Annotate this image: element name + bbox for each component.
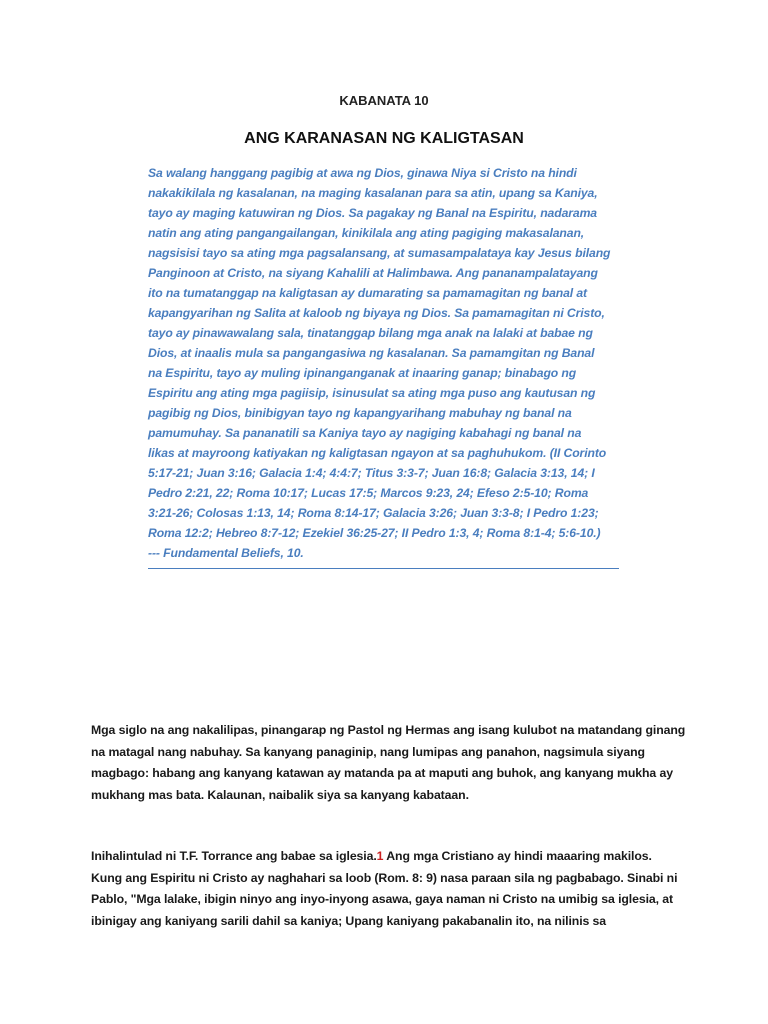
quote-divider	[148, 568, 619, 569]
paragraph-line: Pablo, "Mga lalake, ibigin ninyo ang inyo-inyong asawa, gaya naman ni Cristo na umibig sa iglesia, at	[91, 892, 674, 906]
quote-line: na Espiritu, tayo ay muling ipinanganganak at inaaring ganap; binabago ng	[148, 366, 577, 380]
quote-line: Sa walang hanggang pagibig at awa ng Dios, ginawa Niya si Cristo na hindi	[148, 166, 577, 180]
quote-line: Pedro 2:21, 22; Roma 10:17; Lucas 17:5; Marcos 9:23, 24; Efeso 2:5-10; Roma	[148, 486, 589, 500]
chapter-title: ANG KARANASAN NG KALIGTASAN	[244, 130, 524, 147]
quote-line: Roma 12:2; Hebreo 8:7-12; Ezekiel 36:25-27; II Pedro 1:3, 4; Roma 8:1-4; 5:6-10.)	[148, 526, 601, 540]
paragraph-line: Kung ang Espiritu ni Cristo ay naghahari sa loob (Rom. 8: 9) nasa paraan sila ng pagbabago. Sinabi ni	[91, 870, 678, 885]
quote-line: pamumuhay. Sa pananatili sa Kaniya tayo ay nagiging kabahagi ng banal na	[148, 426, 582, 440]
paragraph-line: ibinigay ang kaniyang sarili dahil sa kaniya; Upang kaniyang pakabanalin ito, na nilinis sa	[91, 913, 607, 928]
quote-line: tayo ay maging katuwiran ng Dios. Sa pagakay ng Banal na Espiritu, nadarama	[148, 206, 597, 220]
body-paragraph-1	[91, 720, 691, 806]
paragraph-line: magbago: habang ang kanyang katawan ay matanda pa at maputi ang buhok, ang kanyang mukha ay	[91, 766, 673, 780]
paragraph-line: Mga siglo na ang nakalilipas, pinangarap ng Pastol ng Hermas ang isang kulubot na matandang ginang	[91, 723, 686, 737]
quote-attribution: --- Fundamental Beliefs, 10.	[148, 546, 304, 560]
quote-line: kapangyarihan ng Salita at kaloob ng biyaya ng Dios. Sa pamamagitan ni Cristo,	[148, 306, 605, 320]
quote-line: Panginoon at Cristo, na siyang Kahalili at Halimbawa. Ang pananampalatayang	[148, 266, 598, 280]
paragraph-line	[91, 846, 691, 868]
quote-line: 3:21-26; Colosas 1:13, 14; Roma 8:14-17; Galacia 3:26; Juan 3:3-8; I Pedro 1:23;	[148, 506, 599, 520]
quote-line: nagsisisi tayo sa ating mga pagsalansang, at sumasampalataya kay Jesus bilang	[148, 246, 611, 260]
quote-line: Dios, at inaalis mula sa pangangasiwa ng kasalanan. Sa pamamgitan ng Banal	[148, 346, 595, 360]
quote-line: nakakikilala ng kasalanan, na maging kasalanan para sa atin, upang sa Kaniya,	[148, 186, 598, 200]
paragraph-line: mukhang mas bata. Kalaunan, naibalik siya sa kanyang kabataan.	[91, 787, 469, 802]
quote-block	[148, 163, 626, 563]
paragraph-line: na matagal nang nabuhay. Sa kanyang panaginip, nang lumipas ang panahon, nagsimula siyang	[91, 744, 645, 759]
quote-line: natin ang ating pangangailangan, kinikilala ang ating pagiging makasalanan,	[148, 226, 585, 240]
quote-line: Espiritu ang ating mga pagiisip, isinusulat sa ating mga puso ang kautusan ng	[148, 386, 596, 400]
quote-line: pagibig ng Dios, binibigyan tayo ng kapangyarihang mabuhay ng banal na	[148, 406, 572, 420]
chapter-label: KABANATA 10	[339, 93, 429, 108]
footnote-marker[interactable]: 1	[376, 849, 384, 863]
quote-line: tayo ay pinawawalang sala, tinatanggap bilang mga anak na lalaki at babae ng	[148, 326, 593, 340]
quote-line: ito na tumatanggap na kaligtasan ay dumarating sa pamamagitan ng banal at	[148, 286, 587, 300]
paragraph-text: Inihalintulad ni T.F. Torrance ang babae sa iglesia.	[91, 849, 377, 863]
body-paragraph-2	[91, 846, 691, 932]
quote-line: likas at mayroong katiyakan ng kaligtasan ngayon at sa paghuhukom. (II Corinto	[148, 446, 607, 460]
paragraph-text: Ang mga Cristiano ay hindi maaaring makilos.	[383, 849, 652, 863]
quote-line: 5:17-21; Juan 3:16; Galacia 1:4; 4:4:7; Titus 3:3-7; Juan 16:8; Galacia 3:13, 14; I	[148, 466, 595, 480]
